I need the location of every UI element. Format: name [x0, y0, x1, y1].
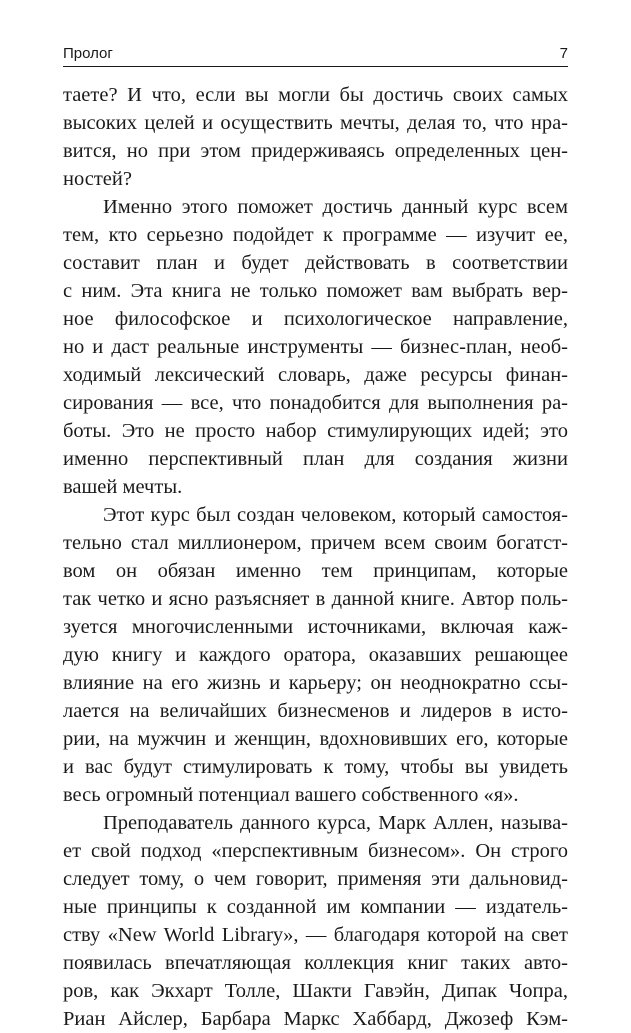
text-line: Этот курс был создан человеком, который самостоя- [103, 504, 568, 526]
text-line: высоких целей и осуществить мечты, делая то, что нра- [63, 112, 568, 134]
text-line: и вас будут стимулировать к тому, чтобы вы увидеть [63, 756, 568, 778]
text-line: боты. Это не просто набор стимулирующих идей; это [63, 420, 568, 442]
text-line: вом он обязан именно тем принципам, которые [63, 560, 568, 582]
text-line: вится, но при этом придерживаясь определенных цен- [63, 140, 568, 162]
text-line: Преподаватель данного курса, Марк Аллен, называ- [103, 812, 568, 834]
text-line: с ним. Эта книга не только поможет вам выбрать вер- [63, 280, 568, 302]
text-line: ностей? [63, 168, 132, 190]
page-number: 7 [559, 45, 568, 62]
text-line: тельно стал миллионером, причем всем своим богатст- [63, 532, 568, 554]
text-line: Именно этого поможет достичь данный курс всем [103, 196, 568, 218]
text-line: зуется многочисленными источниками, включая каж- [63, 616, 568, 638]
text-line: именно перспективный план для создания жизни [63, 448, 568, 470]
text-line: составит план и будет действовать в соответствии [63, 252, 568, 274]
text-line: ное философское и психологическое направление, [63, 308, 568, 330]
text-line: вашей мечты. [63, 476, 183, 498]
text-line: ству «New World Library», — благодаря которой на свет [63, 924, 568, 946]
text-line: ходимый лексический словарь, даже ресурсы финан- [63, 364, 568, 386]
body-text [63, 81, 568, 1033]
text-line: рии, на мужчин и женщин, вдохновивших его, которые [63, 728, 568, 750]
text-line: сирования — все, что понадобится для выполнения ра- [63, 392, 568, 414]
text-line: лается на величайших бизнесменов и лидеров в исто- [63, 700, 568, 722]
text-line: следует тому, о чем говорит, применяя эти дальновид- [63, 868, 568, 890]
chapter-title: Пролог [63, 45, 113, 62]
text-line: ров, как Экхарт Толле, Шакти Гавэйн, Дипак Чопра, [63, 980, 568, 1002]
text-line: влияние на его жизнь и карьеру; он неоднократно ссы- [63, 672, 568, 694]
text-line: но и даст реальные инструменты — бизнес-план, необ- [63, 336, 568, 358]
text-line: ные принципы к созданной им компании — издатель- [63, 896, 568, 918]
text-line: Риан Айслер, Барбара Маркс Хаббард, Джозеф Кэм- [63, 1008, 568, 1030]
text-line: так четко и ясно разъясняет в данной книге. Автор поль- [63, 588, 568, 610]
text-line: дую книгу и каждого оратора, оказавших решающее [63, 644, 568, 666]
running-header [63, 44, 568, 67]
text-line: тем, кто серьезно подойдет к программе — изучит ее, [63, 224, 568, 246]
text-line: таете? И что, если вы могли бы достичь своих самых [63, 84, 568, 106]
text-line: весь огромный потенциал вашего собственного «я». [63, 784, 519, 806]
text-line: ет свой подход «перспективным бизнесом». Он строго [63, 840, 568, 862]
text-line: появилась впечатляющая коллекция книг таких авто- [63, 952, 568, 974]
